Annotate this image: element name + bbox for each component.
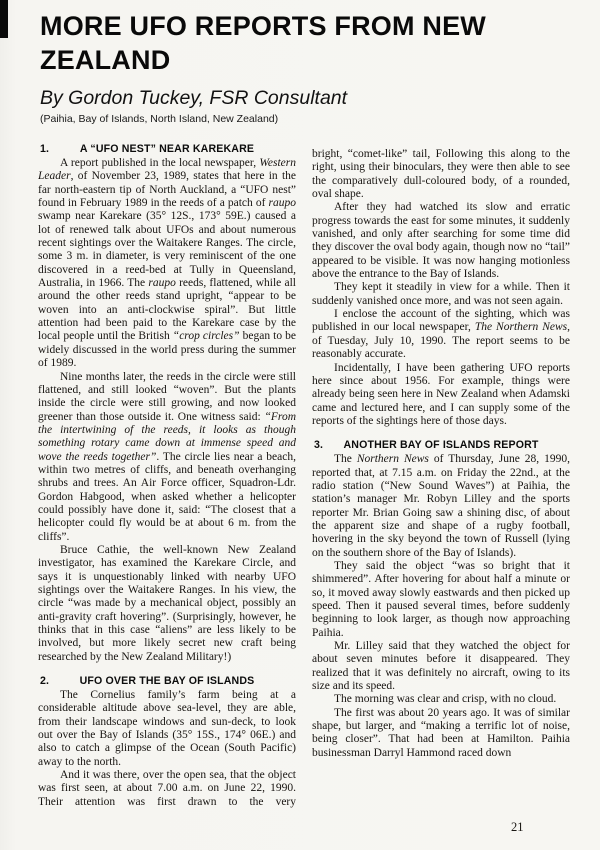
paragraph — [312, 201, 570, 281]
text-segment: The morning was clear and crisp, with no cloud. — [334, 693, 557, 706]
section-heading — [312, 439, 570, 452]
page-number: 21 — [511, 820, 524, 834]
section-title: ANOTHER BAY OF ISLANDS REPORT — [343, 439, 539, 452]
right-column — [312, 143, 570, 850]
text-segment: , of November 23, 1989, states that here in the far north-eastern tip of North Auckland, a “UFO nest” found in February 1989 in the reeds of a patch of — [38, 170, 296, 210]
section-number: 1. — [40, 143, 50, 155]
text-segment: I enclose the account of the sighting, which was published in our local newspaper, — [312, 308, 570, 334]
section-heading — [38, 143, 296, 156]
text-segment: The first was about 20 years ago. It was of similar shape, but larger, and “making a terrific lot of noise, being closer”. That had been at Hamilton. Paihia businessman Darryl Hammond raced down — [312, 706, 570, 759]
paragraph — [312, 148, 570, 201]
paragraph — [312, 693, 570, 706]
section-heading — [38, 675, 296, 688]
paragraph — [38, 371, 296, 544]
italic-text: Western Leader — [38, 157, 296, 183]
section-title: UFO OVER THE BAY OF ISLANDS — [79, 675, 255, 688]
italic-text: raupo — [148, 277, 176, 290]
text-segment: Nine months later, the reeds in the circle were still flattened, and still looked “woven”. But the plants inside the circle were still growing, and now looked greener than those outside it. One witness said: — [38, 370, 296, 423]
scan-artifact-mark — [0, 0, 8, 38]
section-number: 3. — [314, 439, 324, 452]
paragraph — [312, 281, 570, 308]
article-title-line: MORE UFO REPORTS FROM NEW — [40, 11, 486, 41]
text-segment: Incidentally, I have been gathering UFO reports here since about 1956. For example, things were already being seen here in New Zealand when Adamski came and lectured here, and I can supply some of the reports of the sightings here of those days. — [312, 361, 570, 427]
paragraph — [312, 560, 570, 640]
section-number: 2. — [40, 675, 50, 688]
text-segment: , of Tuesday, July 10, 1990. The report seems to be reasonably accurate. — [312, 321, 570, 361]
text-segment: of Thursday, June 28, 1990, reported that, at 7.15 a.m. on Friday the 22nd., at the radio station (“New Sound Waves”) at Paihia, the station’s manager Mr. Robyn Lilley and the sports reporter Mr. Brian Going saw a shining disc, of about the apparent size and shape of a rugby football, hovering in the sky beyond the town of Russell (lying on the southern shore of the Bay of Islands). — [312, 453, 570, 559]
paragraph — [38, 157, 296, 371]
article-title-line: ZEALAND — [40, 45, 171, 75]
paragraph — [312, 640, 570, 693]
byline: By Gordon Tuckey, FSR Consultant — [40, 87, 348, 109]
paragraph — [312, 453, 570, 560]
article-title — [40, 9, 562, 77]
italic-text: “From the intertwining of the reeds, it looks as though something rotary came down at immense speed and wove the reeds together” — [38, 410, 296, 463]
italic-text: raupo — [268, 197, 296, 210]
paragraph — [312, 308, 570, 361]
text-segment: . The circle lies near a beach, within two metres of cliffs, and beneath overhanging shrubs and trees. An Air Force officer, Squadron-Ldr. Gordon Habgood, when asked whether a helicopter could possibly have done it, said: “The closest that a helicopter could fly would be at about 6 m. from the cliffs”. — [38, 450, 296, 543]
italic-text: The Northern News — [474, 321, 568, 334]
text-segment: They kept it steadily in view for a while. Then it suddenly vanished once more, and was not seen again. — [312, 281, 570, 307]
text-segment: A report published in the local newspaper, — [60, 157, 260, 169]
text-segment: After they had watched its slow and erratic progress towards the east for some minutes, it suddenly vanished, and only after searching for some time did they discover the oval body again, though now no “tail” appeared to be visible. It was now hanging motionless above the entrance to the Bay of Islands. — [312, 201, 570, 281]
text-segment: Bruce Cathie, the well-known New Zealand investigator, has examined the Karekare Circle, and says it is unquestionably linked with nearby UFO sightings over the Waitakere Ranges. In his view, the circle “was made by a mechanical object, possibly an anti-gravity craft hovering”. (Surprisingly, however, he thinks that in this case “aliens” are less likely to be involved, but more likely secret new craft being researched by the New Zealand Military!) — [38, 543, 296, 663]
text-segment: Mr. Lilley said that they watched the object for about seven minutes before it disappeared. They realized that it was definitely no aircraft, owing to its size and its speed. — [312, 640, 570, 693]
italic-text: “crop circles” — [172, 330, 240, 343]
text-segment: And it was there, over the open sea, that the object was first seen, at about 7.00 a.m. on June 22, 1990. Their attention was first drawn to the very — [38, 769, 296, 808]
text-segment: reeds, flattened, while all around the other reeds stand upright, “appear to be woven into an anti-clockwise spiral”. But little attention had been paid to the Karekare case by the local people until the British — [38, 277, 296, 343]
paragraph — [38, 544, 296, 664]
text-segment: swamp near Karekare (35° 12S., 173° 59E.) caused a lot of renewed talk about UFOs and about numerous recent sightings over the Waitakere Ranges. The circle, some 3 m. in diameter, is very reminiscent of the one discovered in a reed-bed at Tully in Queensland, Australia, in 1966. The — [38, 210, 296, 290]
left-column — [38, 143, 296, 846]
author-location: (Paihia, Bay of Islands, North Island, New Zealand) — [40, 113, 279, 125]
text-segment: They said the object “was so bright that it shimmered”. After hovering for about half a minute or so, it moved away slowly eastwards and then picked up speed. Then it paused several times, before suddenly beginning to look larger, as though now approaching Paihia. — [312, 559, 570, 639]
article-body — [38, 143, 570, 846]
paragraph — [38, 769, 296, 809]
article-header — [40, 9, 562, 126]
text-segment: The — [334, 453, 357, 466]
paragraph — [312, 362, 570, 429]
paragraph — [38, 689, 296, 769]
text-segment: The Cornelius family’s farm being at a considerable altitude above sea-level, they are able, from their landscape windows and sun-deck, to look out over the Bay of Islands (35° 15S., 174° 06E.) and also to catch a glimpse of the Ocean (South Pacific) away to the north. — [38, 689, 296, 768]
section-title: A “UFO NEST” NEAR KAREKARE — [79, 143, 255, 155]
italic-text: Northern News — [356, 453, 429, 466]
text-segment: began to be widely discussed in the world press during the summer of 1989. — [38, 330, 296, 370]
text-segment: bright, “comet-like” tail, Following this along to the right, using their binoculars, they were then able to see the comparatively dull-coloured body, of a rounded, oval shape. — [312, 148, 570, 201]
paragraph — [312, 707, 570, 760]
